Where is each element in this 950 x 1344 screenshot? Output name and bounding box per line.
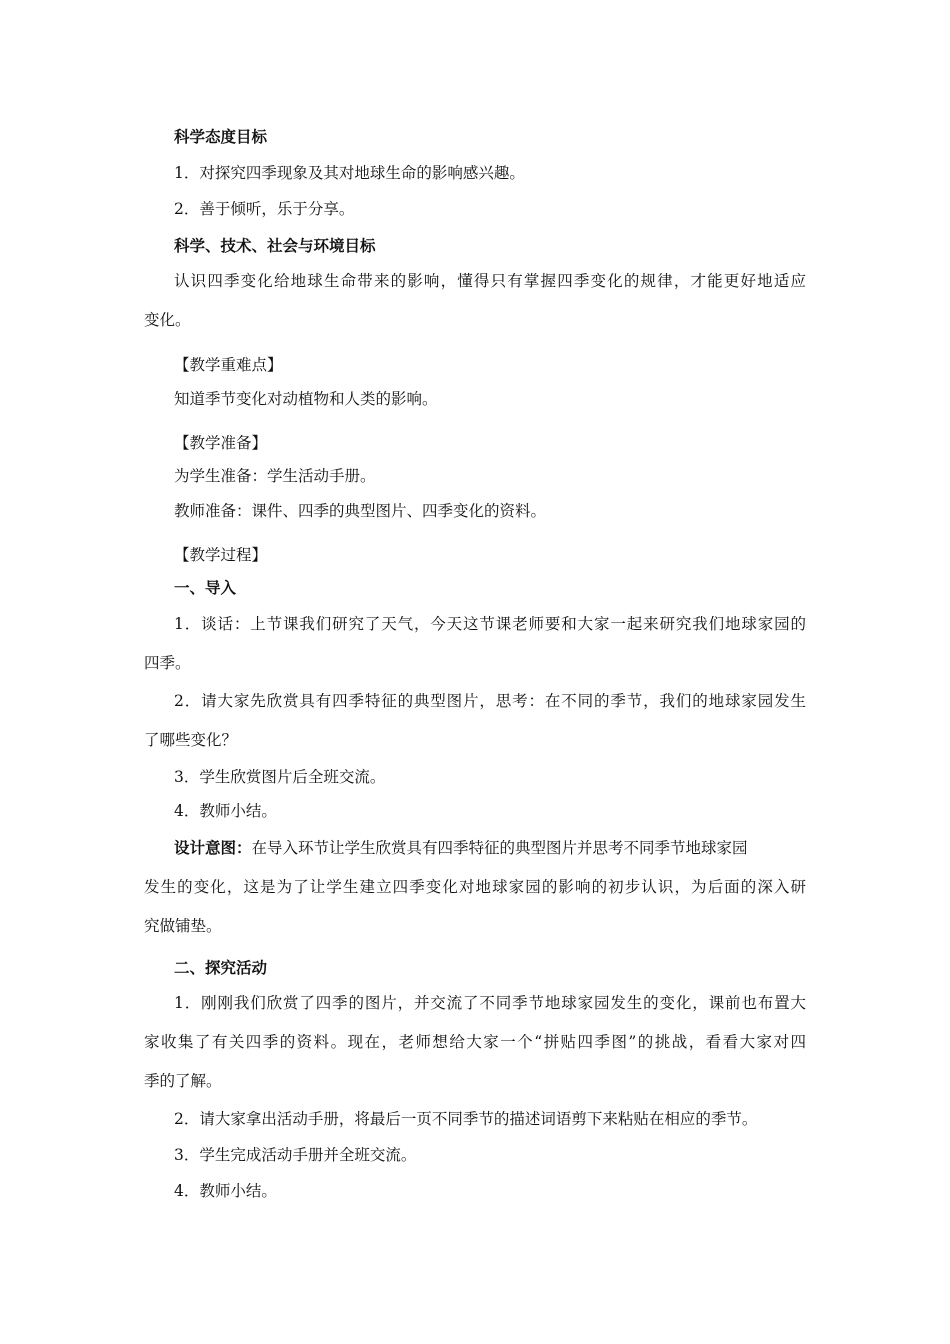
key-points-text: 知道季节变化对动植物和人类的影响。 [174,390,438,408]
explore-p1-line-2: 家收集了有关四季的资料。现在，老师想给大家一个“拼贴四季图”的挑战，看看大家对四 [144,1033,806,1051]
preparation-students: 为学生准备：学生活动手册。 [174,467,376,485]
intro-p2-line-2: 了哪些变化？ [144,731,238,749]
preparation-teacher: 教师准备：课件、四季的典型图片、四季变化的资料。 [174,502,547,520]
process-heading: 【教学过程】 [174,546,268,564]
explore-p3: 3．学生完成活动手册并全班交流。 [174,1146,417,1164]
explore-p1-line-1: 1．刚刚我们欣赏了四季的图片，并交流了不同季节地球家园发生的变化，课前也布置大 [174,994,806,1012]
intro-p2-line-1: 2．请大家先欣赏具有四季特征的典型图片，思考：在不同的季节，我们的地球家园发生 [174,692,806,710]
attitude-item-2: 2．善于倾听，乐于分享。 [174,200,355,218]
stse-line-1: 认识四季变化给地球生命带来的影响，懂得只有掌握四季变化的规律，才能更好地适应 [174,272,806,290]
explore-heading: 二、探究活动 [174,959,268,977]
explore-p1-line-3: 季的了解。 [144,1072,222,1090]
intro-heading: 一、导入 [174,579,237,597]
design-intent-line-3: 究做铺垫。 [144,917,222,935]
intro-p1-line-1: 1．谈话：上节课我们研究了天气，今天这节课老师要和大家一起来研究我们地球家园的 [174,615,806,633]
design-intent-line-1 [174,838,806,858]
explore-p2: 2．请大家拿出活动手册，将最后一页不同季节的描述词语剪下来粘贴在相应的季节。 [174,1110,758,1128]
intro-p3: 3．学生欣赏图片后全班交流。 [174,768,386,786]
intro-p1-line-2: 四季。 [144,654,191,672]
attitude-item-1: 1．对探究四季现象及其对地球生命的影响感兴趣。 [174,164,525,182]
stse-line-2: 变化。 [144,311,191,329]
design-intent-label: 设计意图： [174,839,252,857]
attitude-heading: 科学态度目标 [174,128,268,146]
preparation-heading: 【教学准备】 [174,434,268,452]
design-intent-text: 在导入环节让学生欣赏具有四季特征的典型图片并思考不同季节地球家园 [251,839,748,857]
explore-p4: 4．教师小结。 [174,1182,277,1200]
stse-heading: 科学、技术、社会与环境目标 [174,237,376,255]
key-points-heading: 【教学重难点】 [174,356,283,374]
intro-p4: 4．教师小结。 [174,802,277,820]
design-intent-line-2: 发生的变化，这是为了让学生建立四季变化对地球家园的影响的初步认识，为后面的深入研 [144,878,806,896]
